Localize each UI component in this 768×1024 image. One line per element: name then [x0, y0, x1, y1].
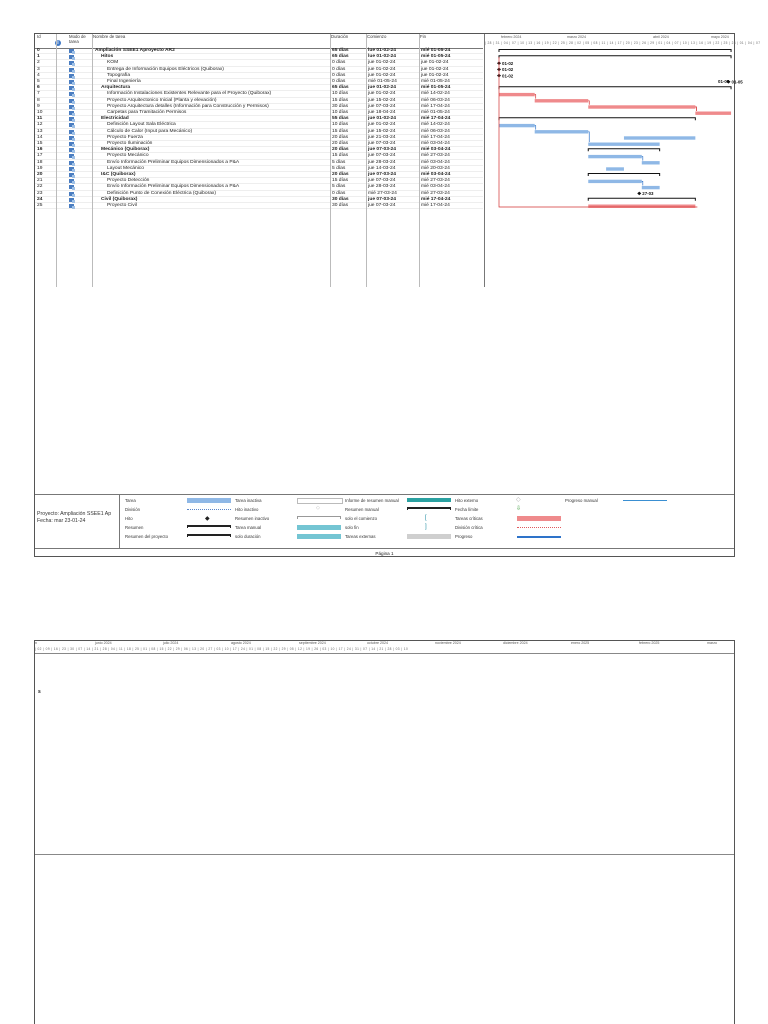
legend-project-info: [37, 511, 117, 524]
task-duration-cell: 30 días: [332, 103, 349, 109]
task-duration-cell: 5 días: [332, 184, 346, 190]
divider: [366, 34, 367, 287]
task-start-cell: jue 15-02-24: [368, 97, 396, 103]
task-id-cell: 22: [37, 184, 43, 190]
legend-label: Tarea inactiva: [235, 498, 262, 503]
task-duration-cell: 5 días: [332, 165, 346, 171]
dependency-link: [588, 101, 589, 105]
auto-schedule-icon: [69, 92, 74, 96]
task-bar: [588, 105, 695, 108]
legend-project-date: Fecha: mar 23-01-24: [37, 517, 86, 524]
task-end-cell: mié 27-03-24: [421, 190, 450, 196]
summary-bar: [588, 174, 659, 177]
task-start-cell: mié 27-03-24: [368, 190, 397, 196]
legend-critical-task-swatch: [517, 516, 561, 521]
task-bar: [642, 161, 660, 164]
auto-schedule-icon: [69, 167, 74, 171]
task-bar: [588, 180, 642, 183]
task-duration-cell: 15 días: [332, 178, 349, 184]
task-start-cell: jue 01-02-24: [368, 72, 396, 78]
task-name-cell: Proyecto Civil: [107, 203, 137, 208]
task-id-cell: 19: [37, 165, 43, 171]
task-start-cell: jue 01-02-24: [368, 60, 396, 66]
month-label: febrero 2025: [639, 641, 660, 645]
dependency-link: [499, 57, 697, 207]
auto-schedule-icon: [69, 123, 74, 127]
auto-schedule-icon: [69, 111, 74, 115]
divider: [330, 34, 331, 287]
start-only-bracket-icon: [: [425, 515, 427, 521]
summary-bar: [588, 149, 659, 152]
legend-manual-task-swatch: [297, 525, 341, 530]
task-end-cell: mié 03-04-24: [421, 159, 450, 165]
divider: [56, 34, 57, 287]
task-end-cell: mié 20-03-24: [421, 165, 450, 171]
col-id-header: Id: [37, 34, 41, 39]
task-end-cell: mié 06-03-24: [421, 97, 450, 103]
task-start-cell: jue 07-03-24: [368, 103, 396, 109]
task-id-cell: 25: [37, 203, 43, 208]
task-end-cell: mié 14-02-24: [421, 91, 450, 97]
task-name-cell: I&C (Quiborax): [101, 172, 136, 177]
task-bar: [588, 143, 659, 146]
dependency-link: [642, 157, 643, 161]
dependency-link: [535, 126, 536, 130]
task-bar: [624, 136, 695, 139]
legend-label: Fecha límite: [455, 507, 479, 512]
dependency-link: [642, 181, 643, 185]
task-name-cell: Entrega de Información Equipos Eléctricos (Quiborax): [107, 66, 224, 72]
task-bar: [695, 112, 731, 115]
task-bar: [535, 130, 589, 133]
task-duration-cell: 0 días: [332, 79, 346, 84]
task-id-cell: 1: [37, 54, 40, 60]
info-icon: i: [55, 40, 61, 46]
task-start-cell: jue 01-02-24: [368, 66, 396, 72]
task-name-cell: Definición Punto de Conexión Eléctrica (Quiborax): [107, 190, 217, 196]
task-start-cell: jue 15-02-24: [368, 128, 396, 134]
task-name-cell: Proyecto Arquitectura detalles (Información para Construcción y Permisos): [107, 103, 269, 109]
finish-only-bracket-icon: ]: [425, 524, 427, 530]
task-name-cell: Ampliación SSEE1 Aproyecto AR2: [95, 48, 175, 53]
milestone-label: 01-05: [731, 79, 743, 85]
task-id-cell: 5: [37, 79, 40, 84]
task-end-cell: mié 17-04-24: [421, 103, 450, 109]
task-start-cell: jue 21-03-24: [368, 134, 396, 140]
overflow-marker: s: [38, 689, 41, 695]
task-end-cell: mié 17-04-24: [421, 116, 451, 122]
auto-schedule-icon: [69, 185, 74, 189]
month-label: marzo 2024: [567, 35, 586, 39]
legend-label: Resumen inactivo: [235, 516, 270, 521]
task-end-cell: mié 27-03-24: [421, 178, 450, 184]
task-start-cell: jue 28-03-24: [368, 184, 396, 190]
auto-schedule-icon: [69, 61, 74, 65]
task-id-cell: 24: [37, 196, 43, 202]
milestone-label: 01-02: [502, 73, 514, 79]
task-bar: [588, 205, 695, 208]
task-id-cell: 16: [37, 147, 43, 153]
task-start-cell: lue 01-02-24: [368, 48, 397, 53]
legend-label: Progreso manual: [565, 498, 598, 503]
auto-schedule-icon: [69, 105, 74, 109]
task-start-cell: jue 07-03-24: [368, 172, 397, 177]
task-name-cell: Topografía: [107, 72, 131, 78]
legend-label: Resumen manual: [345, 507, 379, 512]
task-duration-cell: 10 días: [332, 110, 349, 115]
task-id-cell: 3: [37, 66, 40, 72]
task-end-cell: mié 27-03-24: [421, 153, 450, 159]
dependency-link: [588, 132, 589, 142]
task-end-cell: mié 03-04-24: [421, 184, 450, 190]
auto-schedule-icon: [69, 74, 74, 78]
summary-bar: [499, 56, 731, 59]
task-end-cell: mié 01-05-24: [421, 110, 450, 115]
task-id-cell: 8: [37, 97, 40, 103]
task-duration-cell: 65 días: [332, 48, 349, 53]
task-start-cell: lue 01-02-24: [368, 54, 397, 60]
task-bar: [535, 99, 589, 102]
task-name-cell: Envío Información Preliminar Equipos Dimensionados a P&A: [107, 184, 240, 190]
divider: [419, 34, 420, 287]
legend-label: Tareas externas: [345, 534, 376, 539]
task-bar: [499, 93, 535, 96]
task-end-cell: mié 01-05-24: [421, 54, 451, 60]
task-duration-cell: 10 días: [332, 91, 349, 97]
table-row[interactable]: [35, 203, 483, 209]
legend-label: solo duración: [235, 534, 261, 539]
task-end-cell: mié 03-04-24: [421, 141, 450, 146]
task-name-cell: Final Ingeniería: [107, 79, 141, 84]
task-duration-cell: 10 días: [332, 122, 349, 128]
legend-critical-split-swatch: [517, 527, 561, 528]
divider: [119, 495, 120, 549]
legend-split-swatch: [187, 509, 231, 510]
auto-schedule-icon: [69, 80, 74, 84]
task-duration-cell: 0 días: [332, 72, 346, 78]
month-label: enero 2025: [571, 641, 590, 645]
auto-schedule-icon: [69, 198, 74, 202]
task-bar: [606, 167, 624, 170]
auto-schedule-icon: [69, 173, 74, 177]
month-label: noviembre 2024: [435, 641, 461, 645]
task-bar: [642, 186, 660, 189]
legend-label: Resumen del proyecto: [125, 534, 168, 539]
task-start-cell: jue 07-03-24: [368, 203, 396, 208]
legend-external-tasks-swatch: [407, 534, 451, 539]
task-duration-cell: 5 días: [332, 159, 346, 165]
legend-duration-only-swatch: [297, 534, 341, 539]
task-name-cell: Proyecto Fuerza: [107, 134, 143, 140]
legend-label: Progreso: [455, 534, 473, 539]
legend-label: Hito inactivo: [235, 507, 259, 512]
task-start-cell: jue 07-03-24: [368, 141, 396, 146]
task-id-cell: 0: [37, 48, 40, 53]
task-start-cell: mié 01-05-24: [368, 79, 397, 84]
legend-label: Hito externo: [455, 498, 479, 503]
task-end-cell: jue 01-02-24: [421, 72, 449, 78]
task-duration-cell: 20 días: [332, 134, 349, 140]
task-start-cell: jue 01-02-24: [368, 122, 396, 128]
legend-inactive-task-swatch: [297, 498, 343, 504]
auto-schedule-icon: [69, 161, 74, 165]
col-duration-header: Duración: [331, 34, 349, 39]
milestone-marker: [637, 192, 641, 196]
legend-project-summary-swatch: [187, 534, 231, 537]
legend-label: Informe de resumen manual: [345, 498, 399, 503]
day-scale: | 28 | 31 | 04 | 07 | 10 | 13 | 16 | 19 | 22 | 25 | 28 | 02 | 05 | 08 | 11 | 14 | 17 | 20 | 23 | 26 | 29 | 01 | 04 | 07 | 10 | 13 | 16 | 19 | 22 | 25 | 28 | 01 | 04 | 07: [485, 41, 761, 45]
gantt-print-page-1: [34, 33, 761, 557]
auto-schedule-icon: [69, 136, 74, 140]
task-name-cell: Proyecto Mecánico: [107, 153, 149, 159]
task-name-cell: Hitos: [101, 54, 114, 60]
auto-schedule-icon: [69, 130, 74, 134]
legend-inactive-summary-swatch: [297, 516, 341, 519]
task-id-cell: 9: [37, 103, 40, 109]
auto-schedule-icon: [69, 86, 74, 90]
task-start-cell: jue 07-03-24: [368, 178, 396, 184]
task-duration-cell: 0 días: [332, 66, 346, 72]
task-end-cell: mié 03-04-24: [421, 172, 451, 177]
task-duration-cell: 0 días: [332, 60, 346, 66]
auto-schedule-icon: [69, 99, 74, 103]
auto-schedule-icon: [69, 117, 74, 121]
task-name-cell: Civil (Quiborax): [101, 196, 138, 202]
month-label: mayo 2024: [711, 35, 729, 39]
gantt-bars: [485, 34, 761, 287]
task-name-cell: Definición Layout Sala Eléctrica: [107, 122, 176, 128]
auto-schedule-icon: [69, 179, 74, 183]
task-end-cell: mié 17-04-24: [421, 134, 450, 140]
deadline-arrow-icon: ⇩: [516, 506, 522, 512]
divider: [92, 34, 93, 287]
month-label: diciembre 2024: [503, 641, 528, 645]
task-start-cell: jue 01-02-24: [368, 85, 397, 91]
day-scale: | 02 | 09 | 16 | 23 | 30 | 07 | 14 | 21 | 28 | 04 | 11 | 18 | 25 | 01 | 08 | 15 | 22 | 29 | 06 | 13 | 20 | 27 | 03 | 10 | 17 | 24 | 01 | 08 | 15 | 22 | 29 | 05 | 12 | 19 | 26 | 03 | 10 | 17 | 24 | 31 | 07 | 14 | 21 | 28 | 03 | 10: [35, 647, 409, 651]
task-start-cell: jue 01-02-24: [368, 116, 397, 122]
task-start-cell: jue 14-03-24: [368, 165, 396, 171]
task-name-cell: Carpetas para Tramitación Permisos: [107, 110, 187, 115]
task-end-cell: jue 01-02-24: [421, 66, 449, 72]
task-end-cell: mié 17-04-24: [421, 196, 451, 202]
task-name-cell: KOM: [107, 60, 119, 66]
month-label: marzo: [707, 641, 717, 645]
legend-manual-progress-swatch: [623, 500, 667, 501]
legend-progress-swatch: [517, 536, 561, 538]
task-name-cell: Información Instalaciones Existentes Relevante para el Proyecto (Quiborax): [107, 91, 272, 97]
task-end-cell: mié 03-04-24: [421, 147, 451, 153]
task-end-cell: mié 14-02-24: [421, 122, 450, 128]
task-name-cell: Proyecto Detección: [107, 178, 150, 184]
task-duration-cell: 20 días: [332, 172, 349, 177]
legend-manual-summary-report-swatch: [407, 498, 451, 502]
month-label: julio 2024: [163, 641, 179, 645]
legend-label: Tarea: [125, 498, 136, 503]
timeline-header: [35, 641, 734, 654]
task-name-cell: Electricidad: [101, 116, 129, 122]
task-duration-cell: 20 días: [332, 141, 349, 146]
task-start-cell: jue 07-03-24: [368, 147, 397, 153]
divider: [35, 854, 734, 855]
task-start-cell: jue 01-02-24: [368, 91, 396, 97]
auto-schedule-icon: [69, 204, 74, 208]
task-duration-cell: 20 días: [332, 147, 349, 153]
task-id-cell: 23: [37, 190, 43, 196]
milestone-label: 27-03: [642, 191, 654, 197]
task-id-cell: 20: [37, 172, 43, 177]
first-column-header: n: [35, 641, 37, 645]
month-label: octubre 2024: [367, 641, 388, 645]
task-id-cell: 6: [37, 85, 40, 91]
legend-label: División: [125, 507, 141, 512]
col-name-header: Nombre de tarea: [93, 34, 126, 39]
task-name-cell: Cálculo de Calor (Input para Mecánico): [107, 128, 193, 134]
external-milestone-icon: ◇: [516, 497, 521, 503]
legend-task-swatch: [187, 498, 231, 503]
milestone-label: 01-05: [718, 79, 730, 84]
task-name-cell: Envío Información Preliminar Equipos Dimensionados a P&A: [107, 159, 240, 165]
auto-schedule-icon: [69, 154, 74, 158]
auto-schedule-icon: [69, 49, 74, 53]
col-mode-header: Modo de tarea: [69, 34, 86, 44]
milestone-label: 01-02: [502, 67, 514, 73]
task-start-cell: jue 07-03-24: [368, 153, 396, 159]
auto-schedule-icon: [69, 192, 74, 196]
task-id-cell: 2: [37, 60, 40, 66]
gantt-print-page-2: [34, 640, 735, 1024]
task-id-cell: 14: [37, 134, 43, 140]
task-duration-cell: 65 días: [332, 54, 349, 60]
legend: [35, 494, 734, 549]
task-name-cell: Mecánico (Quiborax): [101, 147, 150, 153]
task-name-cell: Arquitectura: [101, 85, 131, 91]
gantt-chart: [484, 34, 761, 287]
task-end-cell: mié 06-03-24: [421, 128, 450, 134]
page-footer: Página 1: [35, 548, 734, 559]
task-duration-cell: 30 días: [332, 203, 349, 208]
task-start-cell: jue 28-03-24: [368, 159, 396, 165]
month-label: agosto 2024: [231, 641, 251, 645]
legend-label: solo fin: [345, 525, 359, 530]
legend-manual-summary-swatch: [407, 507, 451, 510]
task-duration-cell: 0 días: [332, 190, 346, 196]
task-name-cell: Proyecto Arquitectonico Inicial (Planta y elevación): [107, 97, 217, 103]
dependency-link: [695, 107, 696, 111]
task-id-cell: 17: [37, 153, 43, 159]
milestone-label: 01-02: [502, 60, 514, 66]
task-id-cell: 10: [37, 110, 43, 115]
month-label: septiembre 2024: [299, 641, 326, 645]
auto-schedule-icon: [69, 68, 74, 72]
task-name-cell: Layout Mecánico: [107, 165, 144, 171]
summary-bar: [499, 50, 731, 53]
task-bar: [588, 155, 642, 158]
task-duration-cell: 55 días: [332, 116, 349, 122]
legend-project-name: Proyecto: Ampliación SSEE1 Ap: [37, 511, 112, 517]
task-end-cell: mié 01-05-24: [421, 85, 451, 91]
legend-label: Tarea manual: [235, 525, 262, 530]
task-duration-cell: 30 días: [332, 196, 349, 202]
inactive-milestone-icon: ◇: [316, 505, 320, 511]
task-id-cell: 15: [37, 141, 43, 146]
task-bar: [499, 124, 535, 127]
table-header: [35, 34, 483, 49]
month-label: abril 2024: [653, 35, 669, 39]
auto-schedule-icon: [69, 148, 74, 152]
legend-label: Resumen: [125, 525, 144, 530]
milestone-diamond-icon: ◆: [205, 516, 210, 522]
task-duration-cell: 15 días: [332, 153, 349, 159]
auto-schedule-icon: [69, 55, 74, 59]
task-end-cell: mié 01-05-24: [421, 79, 450, 84]
task-id-cell: 11: [37, 116, 43, 122]
task-duration-cell: 15 días: [332, 97, 349, 103]
task-id-cell: 7: [37, 91, 40, 97]
summary-bar: [588, 198, 695, 201]
task-id-cell: 21: [37, 178, 43, 184]
task-end-cell: jue 01-02-24: [421, 60, 449, 66]
task-id-cell: 18: [37, 159, 43, 165]
legend-label: Hito: [125, 516, 133, 521]
task-id-cell: 4: [37, 72, 40, 78]
task-name-cell: Proyecto Iluminación: [107, 141, 153, 146]
legend-label: División crítica: [455, 525, 483, 530]
task-start-cell: jue 18-04-24: [368, 110, 396, 115]
col-end-header: Fin: [420, 34, 426, 39]
auto-schedule-icon: [69, 142, 74, 146]
legend-label: Tareas críticas: [455, 516, 483, 521]
task-id-cell: 13: [37, 128, 43, 134]
task-duration-cell: 15 días: [332, 128, 349, 134]
summary-bar: [499, 87, 731, 90]
legend-summary-swatch: [187, 525, 231, 528]
task-end-cell: mié 17-04-24: [421, 203, 450, 208]
col-start-header: Comienzo: [367, 34, 387, 39]
summary-bar: [499, 118, 695, 121]
dependency-link: [535, 95, 536, 99]
legend-label: solo el comienzo: [345, 516, 378, 521]
task-duration-cell: 65 días: [332, 85, 349, 91]
task-id-cell: 12: [37, 122, 43, 128]
task-end-cell: mié 01-05-24: [421, 48, 451, 53]
month-label: junio 2024: [95, 641, 112, 645]
task-start-cell: jue 07-03-24: [368, 196, 397, 202]
month-label: febrero 2024: [501, 35, 522, 39]
